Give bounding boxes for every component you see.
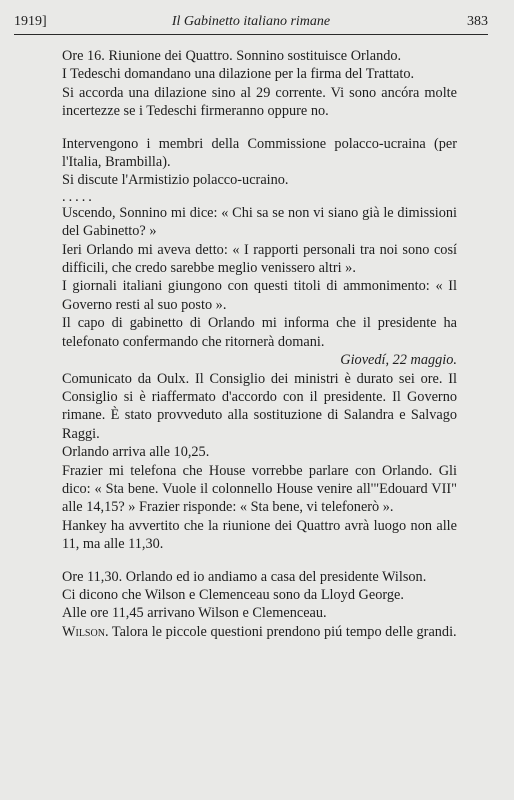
date-heading: Giovedí, 22 maggio. xyxy=(340,352,457,369)
speaker-name: Wilson xyxy=(62,623,105,640)
paragraph: Hankey ha avvertito che la riunione dei Quattro avrà luogo non alle 11, ma alle 11,30. xyxy=(62,517,457,553)
running-head xyxy=(14,14,488,36)
paragraph: Il capo di gabinetto di Orlando mi informa che il presidente ha telefonato confermando che ritornerà domani. xyxy=(62,315,457,350)
paragraph: Orlando arriva alle 10,25. xyxy=(62,444,210,461)
paragraph: Comunicato da Oulx. Il Consiglio dei ministri è durato sei ore. Il Consiglio si è riaffermato d'accordo con il presidente. Il Governo rimane. È stato provveduto alla sostituzione di Salandra e Salvago Raggi. xyxy=(62,370,457,442)
speaker-text: Talora le piccole questioni prendono piú tempo delle grandi. xyxy=(111,623,457,640)
header-rule xyxy=(14,34,488,35)
paragraph-gap xyxy=(62,121,457,135)
paragraph: Alle ore 11,45 arrivano Wilson e Clemenceau. xyxy=(62,605,327,622)
speaker-paragraph: Wilson. Talora le piccole questioni prendono piú tempo delle grandi. xyxy=(62,623,457,640)
paragraph: Ore 16. Riunione dei Quattro. Sonnino sostituisce Orlando. xyxy=(62,48,402,64)
paragraph: Si accorda una dilazione sino al 29 corrente. Vi sono ancóra molte incertezze se i Tedeschi firmeranno oppure no. xyxy=(62,84,457,120)
paragraph: Intervengono i membri della Commissione polacco-ucraina (per l'Italia, Brambilla). xyxy=(62,135,457,171)
paragraph: Si discute l'Armistizio polacco-ucraino. xyxy=(62,172,289,189)
body-text xyxy=(62,47,457,641)
paragraph: Frazier mi telefona che House vorrebbe parlare con Orlando. Gli dico: « Sta bene. Vuole il colonnello House venire all'"Edouard VII" alle 14,15? » Frazier risponde: « Sta bene, vi telefonerò ». xyxy=(62,462,457,516)
paragraph: Ieri Orlando mi aveva detto: « I rapporti personali tra noi sono cosí difficili, che credo sarebbe meglio venissero altri ». xyxy=(62,241,457,277)
running-head-year: 1919] xyxy=(14,14,47,29)
running-head-title: Il Gabinetto italiano rimane xyxy=(171,14,331,29)
paragraph-gap xyxy=(62,554,457,568)
page-number: 383 xyxy=(467,14,488,29)
paragraph: Ore 11,30. Orlando ed io andiamo a casa del presidente Wilson. xyxy=(62,568,427,585)
ellipsis-separator: ..... xyxy=(62,188,95,205)
paragraph: I giornali italiani giungono con questi titoli di ammonimento: « Il Governo resti al suo posto ». xyxy=(62,278,457,313)
paragraph: Uscendo, Sonnino mi dice: « Chi sa se non vi siano già le dimissioni del Gabinetto? » xyxy=(62,204,457,240)
paragraph: Ci dicono che Wilson e Clemenceau sono da Lloyd George. xyxy=(62,586,404,603)
paragraph: I Tedeschi domandano una dilazione per la firma del Trattato. xyxy=(62,66,415,83)
